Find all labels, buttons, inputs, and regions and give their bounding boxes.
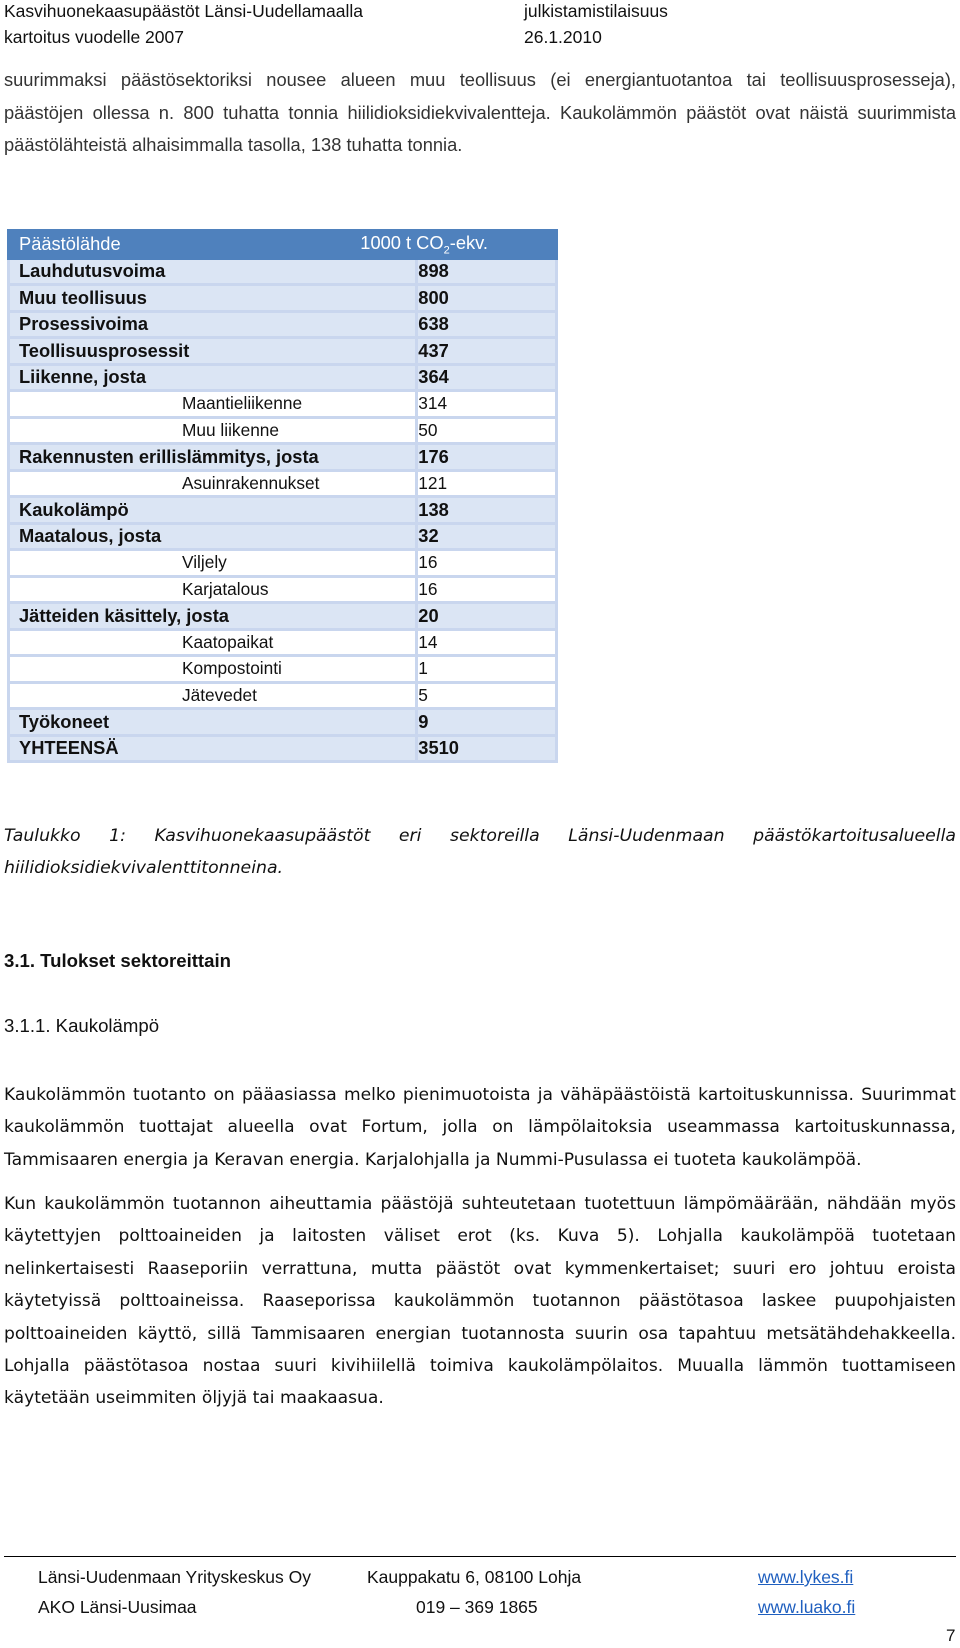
table-row bbox=[9, 629, 557, 656]
subsection-heading: 3.1.1. Kaukolämpö bbox=[4, 1015, 160, 1036]
table-row bbox=[9, 523, 557, 550]
row-label: Prosessivoima bbox=[9, 311, 417, 338]
table-row bbox=[9, 417, 557, 444]
column-header-unit bbox=[360, 231, 557, 259]
table-row bbox=[9, 682, 557, 709]
row-label: Maantieliikenne bbox=[9, 391, 417, 418]
table-row bbox=[9, 391, 557, 418]
row-value: 16 bbox=[417, 576, 557, 603]
row-label: Rakennusten erillislämmitys, josta bbox=[9, 444, 417, 471]
body-paragraph-1: Kaukolämmön tuotanto on pääasiassa melko pienimuotoista ja vähäpäästöistä kartoituskunnissa. Suurimmat kaukolämmön tuottajat alueella ovat Fortum, jolla on lämpölaitoksia useammassa kartoituskunnassa, Tammisaaren energia ja Keravan energia. Karjalohjalla ja Nummi-Pusulassa ei tuoteta kaukolämpöä. bbox=[4, 1085, 956, 1170]
row-value: 176 bbox=[417, 444, 557, 471]
footer-link-lykes[interactable] bbox=[758, 1566, 853, 1588]
section-heading: 3.1. Tulokset sektoreittain bbox=[4, 950, 231, 971]
row-label: Lauhdutusvoima bbox=[9, 258, 417, 285]
table-row bbox=[9, 470, 557, 497]
row-value: 638 bbox=[417, 311, 557, 338]
row-value: 14 bbox=[417, 629, 557, 656]
row-label: Kaukolämpö bbox=[9, 497, 417, 524]
row-value: 800 bbox=[417, 285, 557, 312]
footer-org-2: AKO Länsi-Uusimaa bbox=[38, 1597, 197, 1617]
row-value: 32 bbox=[417, 523, 557, 550]
page-number: 7 bbox=[946, 1626, 956, 1645]
row-label: Työkoneet bbox=[9, 709, 417, 736]
footer-link-luako[interactable] bbox=[758, 1596, 855, 1618]
footer-org: Länsi-Uudenmaan Yrityskeskus Oy bbox=[38, 1567, 311, 1587]
table-row bbox=[9, 656, 557, 683]
table-row bbox=[9, 364, 557, 391]
table-row bbox=[9, 735, 557, 762]
row-value: 138 bbox=[417, 497, 557, 524]
header-subtitle: kartoitus vuodelle 2007 bbox=[4, 27, 184, 47]
row-value: 437 bbox=[417, 338, 557, 365]
row-label: Teollisuusprosessit bbox=[9, 338, 417, 365]
row-value: 9 bbox=[417, 709, 557, 736]
header-date: 26.1.2010 bbox=[524, 27, 602, 47]
table-header-row bbox=[9, 231, 557, 259]
row-value: 121 bbox=[417, 470, 557, 497]
row-label: Muu teollisuus bbox=[9, 285, 417, 312]
table-row bbox=[9, 311, 557, 338]
body-paragraph-2: Kun kaukolämmön tuotannon aiheuttamia päästöjä suhteutetaan tuotettuun lämpömäärään, nähdään myös käytettyjen polttoaineiden ja laitosten väliset erot (ks. Kuva 5). Lohjalla kaukolämpöä tuotetaan nelinkertaisesti Raaseporiin verrattuna, mutta päästöt ovat kymmenkertaiset; suuri ero johtuu eroista käytetyissä polttoaineissa. Raaseporissa kaukolämmön tuotannon päästötasoa laskee puupohjaisten polttoaineiden käyttö, sillä Tammisaaren energian tuotannosta suurin osa tapahtuu metsätähdehakkeella. Lohjalla päästötasoa nostaa suuri kivihiilellä toimiva kaukolämpölaitos. Muualla lämmön tuottamiseen käytetään useimmiten öljyjä tai maakaasua. bbox=[4, 1194, 956, 1409]
table-row bbox=[9, 550, 557, 577]
table-row bbox=[9, 709, 557, 736]
row-value: 5 bbox=[417, 682, 557, 709]
table-row bbox=[9, 258, 557, 285]
unit-subscript: 2 bbox=[443, 244, 450, 257]
row-label: YHTEENSÄ bbox=[9, 735, 417, 762]
intro-paragraph: suurimmaksi päästösektoriksi nousee alueen muu teollisuus (ei energiantuotantoa tai teollisuusprosesseja), päästöjen ollessa n. 800 tuhatta tonnia hiilidioksidiekvivalentteja. Kaukolämmön päästöt ovat näistä suurimmista päästölähteistä alhaisimmalla tasolla, 138 tuhatta tonnia. bbox=[4, 69, 956, 155]
row-label: Kompostointi bbox=[9, 656, 417, 683]
table-caption: Taulukko 1: Kasvihuonekaasupäästöt eri sektoreilla Länsi-Uudenmaan päästökartoitusalueella hiilidioksidiekvivalenttitonneina. bbox=[4, 826, 956, 878]
row-label: Viljely bbox=[9, 550, 417, 577]
table-row bbox=[9, 603, 557, 630]
row-label: Maatalous, josta bbox=[9, 523, 417, 550]
row-label: Kaatopaikat bbox=[9, 629, 417, 656]
emissions-table bbox=[7, 229, 558, 763]
row-value: 314 bbox=[417, 391, 557, 418]
table-row bbox=[9, 576, 557, 603]
link-lykes[interactable]: www.lykes.fi bbox=[758, 1567, 854, 1587]
row-label: Karjatalous bbox=[9, 576, 417, 603]
footer-address: Kauppakatu 6, 08100 Lohja bbox=[367, 1567, 582, 1587]
row-value: 898 bbox=[417, 258, 557, 285]
table-row bbox=[9, 444, 557, 471]
link-luako[interactable]: www.luako.fi bbox=[758, 1597, 856, 1617]
row-value: 364 bbox=[417, 364, 557, 391]
footer-phone: 019 – 369 1865 bbox=[416, 1597, 538, 1617]
column-header-source: Päästölähde bbox=[9, 231, 417, 259]
header-event: julkistamistilaisuus bbox=[524, 1, 668, 21]
row-label: Liikenne, josta bbox=[9, 364, 417, 391]
row-label: Asuinrakennukset bbox=[9, 470, 417, 497]
row-label: Jätevedet bbox=[9, 682, 417, 709]
row-value: 20 bbox=[417, 603, 557, 630]
row-label: Muu liikenne bbox=[9, 417, 417, 444]
row-value: 50 bbox=[417, 417, 557, 444]
row-value: 1 bbox=[417, 656, 557, 683]
header-title: Kasvihuonekaasupäästöt Länsi-Uudellamaalla bbox=[4, 1, 363, 21]
table-row bbox=[9, 497, 557, 524]
unit-suffix: -ekv. bbox=[449, 232, 488, 253]
table-row bbox=[9, 285, 557, 312]
row-value: 16 bbox=[417, 550, 557, 577]
footer-divider bbox=[4, 1556, 956, 1557]
unit-text: 1000 t CO bbox=[360, 232, 444, 253]
row-value: 3510 bbox=[417, 735, 557, 762]
table-row bbox=[9, 338, 557, 365]
row-label: Jätteiden käsittely, josta bbox=[9, 603, 417, 630]
